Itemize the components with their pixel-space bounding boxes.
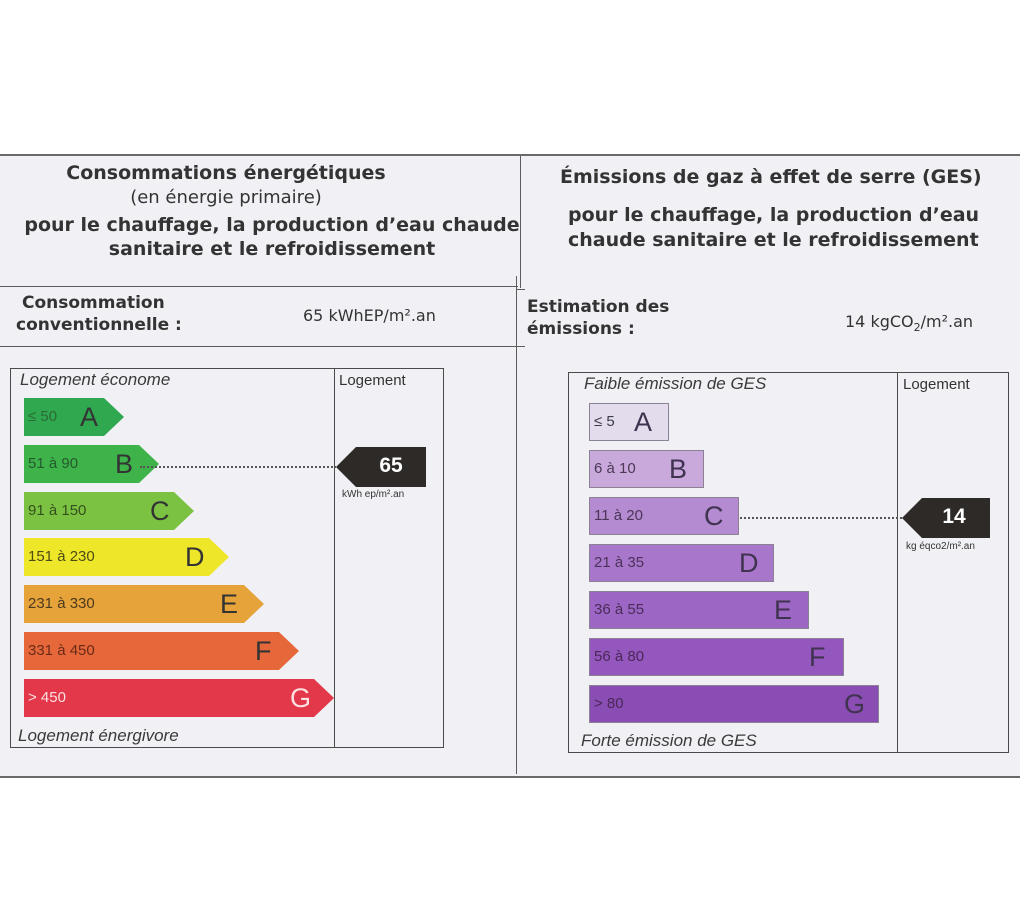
- energy-class-letter: G: [290, 682, 312, 713]
- energy-column-header: Logement: [339, 372, 406, 389]
- energy-class-range: 331 à 450: [28, 642, 95, 659]
- ges-class-range: 11 à 20: [594, 507, 643, 524]
- ges-column-header: Logement: [903, 376, 970, 393]
- energy-value: 65 kWhEP/m².an: [303, 306, 436, 325]
- ges-label-line2: émissions :: [527, 319, 635, 339]
- ges-class-range: 6 à 10: [594, 460, 636, 477]
- energy-marker-unit: kWh ep/m².an: [342, 489, 405, 500]
- energy-label-line2: conventionnelle :: [16, 315, 182, 335]
- energy-desc-line2: sanitaire et le refroidissement: [108, 238, 436, 260]
- energy-class-letter: C: [150, 495, 170, 526]
- dpe-sheet: [0, 154, 1020, 778]
- ges-class-letter: C: [704, 501, 724, 531]
- ges-class-letter: D: [739, 548, 759, 578]
- energy-class-range: > 450: [28, 688, 66, 706]
- ges-class-range: > 80: [594, 695, 624, 712]
- energy-bottom-caption: Logement énergivore: [18, 726, 179, 745]
- ges-column-divider: [897, 372, 898, 752]
- energy-title: Consommations énergétiques: [66, 162, 386, 184]
- right-value-divider: [517, 346, 525, 347]
- ges-class-bar-g: [589, 685, 879, 723]
- energy-top-caption: Logement économe: [20, 370, 171, 389]
- energy-class-letter: A: [80, 402, 99, 432]
- ges-value-prefix: 14 kgCO: [845, 312, 914, 331]
- energy-class-range: 151 à 230: [28, 548, 95, 566]
- ges-class-range: 36 à 55: [594, 601, 645, 618]
- energy-class-letter: F: [255, 636, 272, 666]
- ges-marker-unit: kg éqco2/m².an: [906, 541, 975, 552]
- energy-class-letter: B: [115, 448, 134, 479]
- right-value-top-divider: [517, 289, 525, 290]
- energy-class-bar-g: [24, 679, 334, 717]
- energy-class-range: ≤ 50: [28, 408, 58, 425]
- energy-label-line1: Consommation: [22, 293, 165, 313]
- ges-label-line1: Estimation des: [527, 297, 670, 317]
- energy-class-letter: D: [185, 542, 205, 573]
- ges-class-letter: B: [669, 454, 688, 484]
- ges-desc-line2: chaude sanitaire et le refroidissement: [568, 229, 979, 251]
- left-header-divider: [0, 286, 518, 287]
- ges-class-letter: E: [774, 595, 793, 625]
- ges-class-range: 21 à 35: [594, 554, 645, 571]
- energy-class-bar-a: [24, 398, 124, 436]
- left-value-divider: [0, 346, 518, 347]
- energy-class-bar-c: [24, 492, 194, 530]
- ges-class-bar-c: [589, 497, 739, 535]
- ges-class-bar-b: [589, 450, 704, 488]
- ges-class-bar-a: [589, 403, 669, 441]
- ges-class-bar-e: [589, 591, 809, 629]
- energy-class-bar-b: [24, 445, 159, 483]
- energy-subtitle: (en énergie primaire): [130, 187, 322, 208]
- ges-class-letter: F: [809, 642, 826, 672]
- center-divider-bottom: [516, 276, 517, 774]
- energy-pointer-line: [140, 466, 336, 468]
- energy-column-divider: [334, 368, 335, 747]
- energy-class-range: 51 à 90: [28, 454, 79, 472]
- energy-desc-line1: pour le chauffage, la production d’eau chaude: [24, 214, 520, 236]
- energy-class-letter: E: [220, 589, 239, 620]
- ges-class-range: ≤ 5: [594, 413, 615, 430]
- ges-marker-value: 14: [942, 505, 966, 528]
- ges-value-subscript: 2: [913, 321, 921, 335]
- energy-class-range: 91 à 150: [28, 501, 87, 519]
- energy-arrow-shape: [24, 679, 334, 717]
- ges-value-suffix: /m².an: [920, 312, 974, 331]
- ges-pointer-line: [740, 517, 902, 519]
- ges-class-range: 56 à 80: [594, 648, 645, 665]
- ges-class-letter: G: [844, 689, 866, 719]
- ges-class-bar-f: [589, 638, 844, 676]
- ges-class-letter: A: [634, 407, 653, 437]
- ges-class-bar-d: [589, 544, 774, 582]
- ges-desc-line1: pour le chauffage, la production d’eau: [568, 204, 980, 226]
- ges-value: [845, 312, 973, 334]
- energy-class-bar-f: [24, 632, 299, 670]
- energy-class-bar-e: [24, 585, 264, 623]
- ges-bottom-caption: Forte émission de GES: [581, 731, 757, 750]
- energy-marker-value: 65: [379, 454, 403, 477]
- ges-top-caption: Faible émission de GES: [584, 374, 767, 393]
- energy-class-bar-d: [24, 538, 229, 576]
- ges-title: Émissions de gaz à effet de serre (GES): [560, 166, 982, 188]
- energy-class-range: 231 à 330: [28, 595, 95, 613]
